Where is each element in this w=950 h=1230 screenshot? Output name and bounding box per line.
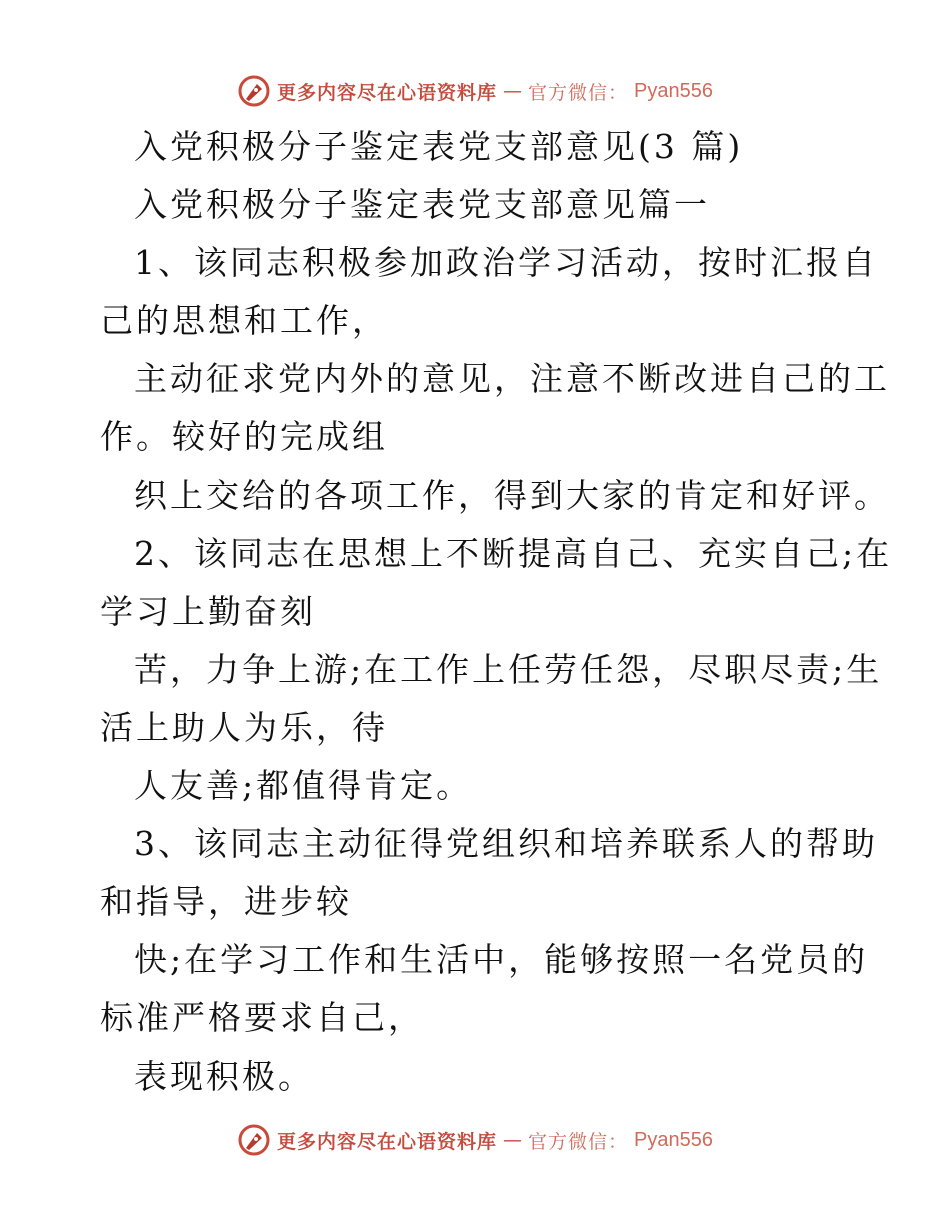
paragraph-line: 3、该同志主动征得党组织和培养联系人的帮助 <box>134 824 878 864</box>
pen-nib-logo-icon <box>237 1123 271 1157</box>
paragraph-line: 表现积极。 <box>134 1056 314 1096</box>
paragraph-line: 2、该同志在思想上不断提高自己、充实自己;在 <box>134 533 893 573</box>
paragraph-line: 标准严格要求自己， <box>100 998 424 1038</box>
banner-official-label: 官方微信： <box>528 1130 629 1153</box>
paragraph-line: 人友善;都值得肯定。 <box>134 766 473 806</box>
pen-nib-logo-icon <box>237 74 271 108</box>
paragraph-line: 织上交给的各项工作，得到大家的肯定和好评。 <box>134 475 890 515</box>
paragraph-line: 主动征求党内外的意见，注意不断改进自己的工 <box>134 359 890 399</box>
banner-official-label: 官方微信： <box>528 81 629 104</box>
paragraph-line: 学习上勤奋刻 <box>100 591 316 631</box>
banner-text: 更多内容尽在心语资料库 <box>277 1130 498 1153</box>
paragraph-line: 苦，力争上游;在工作上任劳任怨，尽职尽责;生 <box>134 649 883 689</box>
banner-text: 更多内容尽在心语资料库 <box>277 81 498 104</box>
banner-wechat-id: Pyan556 <box>634 79 713 102</box>
paragraph-line: 己的思想和工作， <box>100 301 388 341</box>
paragraph-line: 作。较好的完成组 <box>100 417 388 457</box>
paragraph-line: 和指导，进步较 <box>100 882 352 922</box>
paragraph-line: 快;在学习工作和生活中，能够按照一名党员的 <box>134 940 869 980</box>
paragraph-line: 1、该同志积极参加政治学习活动，按时汇报自 <box>134 243 878 283</box>
section-heading: 入党积极分子鉴定表党支部意见篇一 <box>134 185 710 225</box>
footer-banner <box>0 1120 950 1160</box>
banner-wechat-id: Pyan556 <box>634 1128 713 1151</box>
header-banner <box>0 71 950 111</box>
banner-separator: — <box>503 1129 523 1151</box>
banner-separator: — <box>503 80 523 102</box>
document-title: 入党积极分子鉴定表党支部意见(3 篇) <box>134 127 744 166</box>
paragraph-line: 活上助人为乐，待 <box>100 707 388 747</box>
document-body <box>100 118 893 1106</box>
